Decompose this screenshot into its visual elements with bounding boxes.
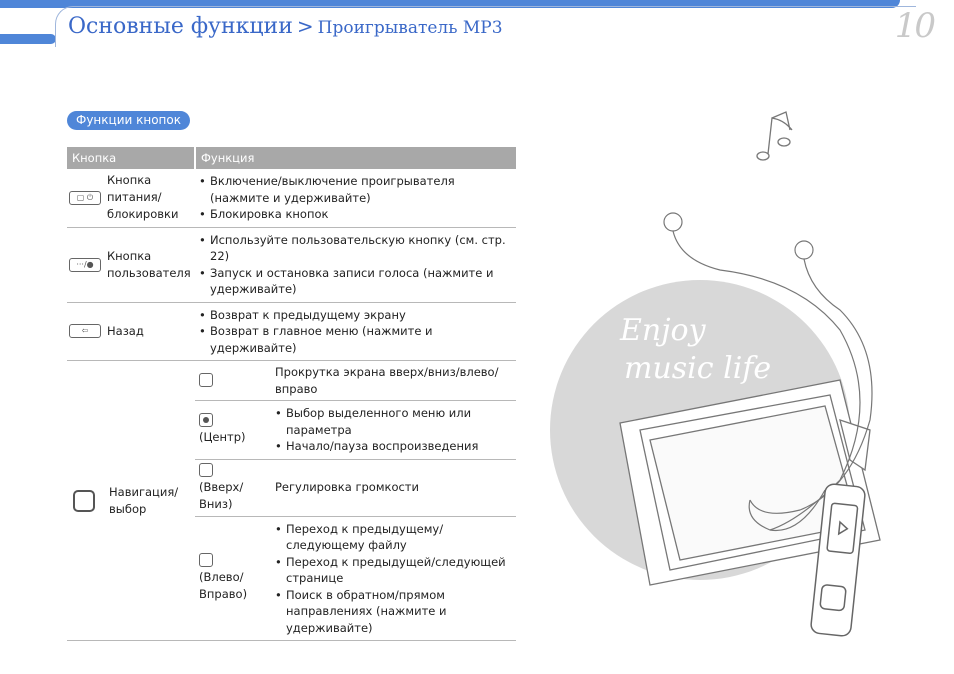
title-main: Основные функции bbox=[68, 14, 293, 39]
sub-row bbox=[195, 401, 516, 460]
header-function: Функция bbox=[195, 147, 516, 169]
button-label: Навигация/ выбор bbox=[109, 484, 179, 516]
tagline-line1: Enjoy bbox=[620, 313, 706, 348]
list-item: • Используйте пользовательскую кнопку (см. стр. 22) bbox=[199, 232, 516, 265]
list-item: • Запуск и остановка записи голоса (нажмите и удерживайте) bbox=[199, 265, 516, 298]
button-cell bbox=[67, 361, 195, 641]
button-cell bbox=[67, 169, 195, 227]
list-item: • Переход к предыдущему/следующему файлу bbox=[275, 521, 516, 554]
left-right-button-icon bbox=[199, 553, 213, 567]
table-header-row bbox=[67, 147, 516, 169]
center-button-icon bbox=[199, 413, 213, 427]
sub-desc: Регулировка громкости bbox=[271, 459, 516, 516]
table-row-navigation bbox=[67, 361, 516, 641]
list-item: • Возврат в главное меню (нажмите и удерживайте) bbox=[199, 323, 516, 356]
table-row bbox=[67, 227, 516, 302]
header-button: Кнопка bbox=[67, 147, 195, 169]
sub-key bbox=[195, 361, 271, 401]
sub-desc bbox=[271, 516, 516, 640]
button-label: Кнопка питания/ блокировки bbox=[107, 173, 179, 222]
music-note-icon bbox=[757, 112, 792, 160]
list-item: • Выбор выделенного меню или параметра bbox=[275, 405, 516, 438]
button-label: Кнопка пользователя bbox=[107, 248, 191, 280]
function-cell bbox=[195, 302, 516, 361]
sub-key-label: (Вверх/ Вниз) bbox=[199, 479, 244, 511]
header-tab bbox=[0, 34, 56, 44]
list-item: • Начало/пауза воспроизведения bbox=[275, 438, 516, 455]
function-cell bbox=[195, 227, 516, 302]
list-item: • Переход к предыдущей/следующей странице bbox=[275, 554, 516, 587]
sub-row bbox=[195, 361, 516, 401]
title-separator: > bbox=[296, 14, 314, 38]
sub-row bbox=[195, 516, 516, 640]
page-number: 10 bbox=[894, 6, 934, 46]
function-cell bbox=[195, 361, 516, 641]
button-cell bbox=[67, 227, 195, 302]
list-item: • Поиск в обратном/прямом направлениях (нажмите и удерживайте) bbox=[275, 587, 516, 637]
list-item: • Возврат к предыдущему экрану bbox=[199, 307, 516, 324]
sub-desc bbox=[271, 401, 516, 460]
sub-row bbox=[195, 459, 516, 516]
list-item: • Блокировка кнопок bbox=[199, 206, 516, 223]
table-row bbox=[67, 302, 516, 361]
back-button-icon: ⇦ bbox=[69, 324, 101, 338]
function-cell bbox=[195, 169, 516, 227]
user-button-icon: ···/● bbox=[69, 258, 101, 272]
navigation-pad-icon bbox=[73, 490, 95, 512]
title-sub: Проигрыватель MP3 bbox=[317, 18, 503, 38]
button-label: Назад bbox=[107, 323, 144, 338]
section-pill: Функции кнопок bbox=[67, 111, 190, 130]
enjoy-tagline bbox=[620, 312, 771, 388]
button-cell bbox=[67, 302, 195, 361]
up-down-button-icon bbox=[199, 463, 213, 477]
sub-desc: Прокрутка экрана вверх/вниз/влево/вправо bbox=[271, 361, 516, 401]
nav-pad-icon bbox=[199, 373, 213, 387]
page-title bbox=[68, 14, 503, 39]
tagline-line2: music life bbox=[624, 351, 772, 386]
button-functions-table bbox=[67, 147, 516, 641]
sub-key bbox=[195, 516, 271, 640]
navigation-subtable bbox=[195, 361, 516, 640]
sub-key bbox=[195, 401, 271, 460]
table-row bbox=[67, 169, 516, 227]
list-item: • Включение/выключение проигрывателя (нажмите и удерживайте) bbox=[199, 173, 516, 206]
sub-key-label: (Влево/ Вправо) bbox=[199, 570, 248, 602]
sub-key bbox=[195, 459, 271, 516]
power-button-icon: ▢ ⏻ bbox=[69, 191, 101, 205]
sub-key-label: (Центр) bbox=[199, 430, 246, 445]
